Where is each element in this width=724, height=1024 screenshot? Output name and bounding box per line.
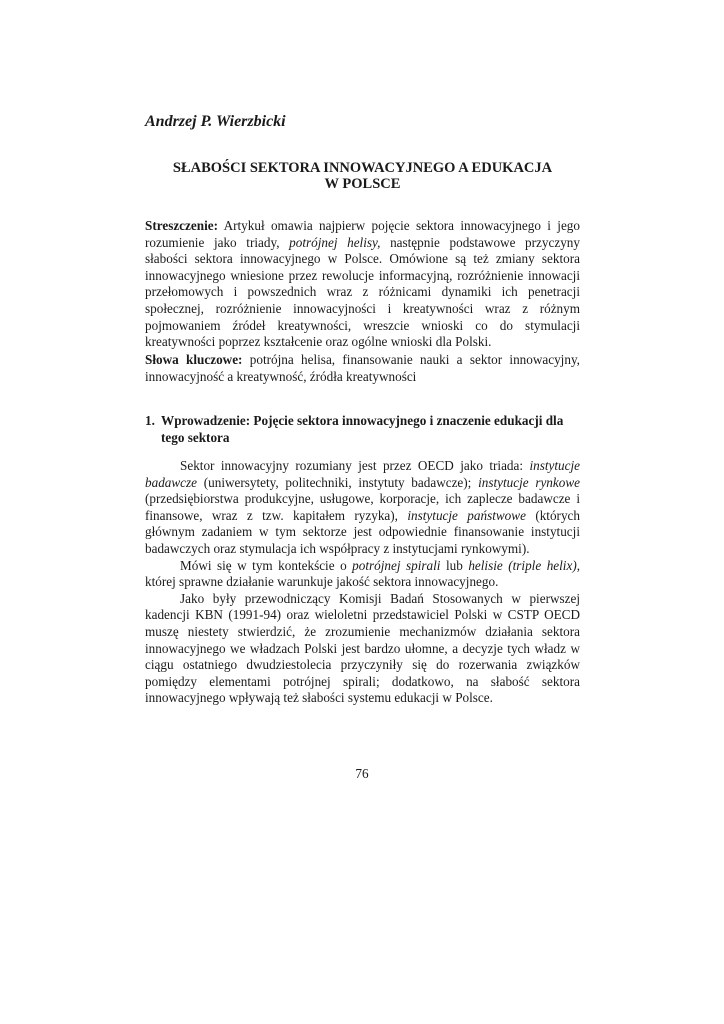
section-title: Wprowadzenie: Pojęcie sektora innowacyjnego i znaczenie edukacji dla tego sektora: [161, 413, 564, 445]
body-text: [145, 458, 580, 707]
p1-text-4: (których głównym zadaniem w tym sektorze jest odpowiednie finansowanie instytucji badawczych oraz stymulacja ich współpracy z instytucjami rynkowymi).: [145, 507, 580, 556]
p1-italic-3: instytucje państwowe: [407, 507, 526, 523]
p2-italic-2: helisie (triple helix): [468, 557, 577, 573]
p1-text-2: (uniwersytety, politechniki, instytuty badawcze);: [197, 474, 479, 490]
paper-title: [145, 160, 580, 192]
abstract-text-1: Artykuł omawia najpierw pojęcie sektora innowacyjnego i jego rozumienie jako triady,: [145, 218, 580, 250]
page-number: 76: [355, 766, 369, 781]
p2-text-3: , której sprawne działanie warunkuje jakość sektora innowacyjnego.: [145, 557, 581, 590]
keywords: [145, 352, 580, 385]
p3-text-1: Jako były przewodniczący Komisji Badań Stosowanych w pierwszej kadencji KBN (1991-94) oraz wieloletni przedstawiciel Polski w CSTP OECD muszę niestety stwierdzić, że zrozumienie mechanizmów działania sektora innowacyjnego we władzach Polski jest bardzo ułomne, a decyzje tych władz w ciągu ostatniego dwudziestolecia przyczyniły się do rozerwania związków pomiędzy elementami potrójnej spirali; dodatkowo, na słabość sektora innowacyjnego wpływają też słabości systemu edukacji w Polsce.: [145, 590, 580, 706]
abstract-italic: potrójnej helisy,: [289, 234, 381, 250]
author-name: Andrzej P. Wierzbicki: [145, 113, 286, 130]
p2-text-1: Mówi się w tym kontekście o: [180, 557, 353, 573]
p2-text-2: lub: [440, 557, 469, 573]
paragraph-3: [145, 591, 580, 707]
paragraph-1: [145, 458, 580, 558]
section-heading: [145, 413, 580, 446]
title-line-2: W POLSCE: [324, 176, 401, 192]
abstract-text-2: następnie podstawowe przyczyny słabości sektora innowacyjnego w Polsce. Omówione są też zmiany sektora innowacyjnego wniesione przez rewolucje informacyjną, rozróżnienie innowacji przełomowych i powszednich wraz z różnicami dynamiki ich penetracji społecznej, rozróżnienie innowacyjności i kreatywności wraz z różnym pojmowaniem źródeł kreatywności, wreszcie wnioski co do stymulacji kreatywności poprzez kształcenie oraz ogólne wnioski dla Polski.: [145, 234, 580, 350]
p1-text-1: Sektor innowacyjny rozumiany jest przez OECD jako triada:: [180, 458, 530, 473]
title-line-1: SŁABOŚCI SEKTORA INNOWACYJNEGO A EDUKACJA: [172, 160, 553, 176]
abstract: [145, 218, 580, 351]
keywords-text: potrójna helisa, finansowanie nauki a sektor innowacyjny, innowacyjność a kreatywność, źródła kreatywności: [145, 352, 580, 384]
section-number: 1.: [145, 413, 155, 428]
p2-italic-1: potrójnej spirali: [352, 557, 441, 573]
p1-italic-1: instytucje badawcze: [145, 458, 580, 490]
keywords-label: Słowa kluczowe:: [145, 352, 243, 367]
paragraph-2: [145, 558, 580, 591]
abstract-label: Streszczenie:: [145, 218, 218, 233]
p1-italic-2: instytucje rynkowe: [478, 474, 580, 490]
p1-text-3: (przedsiębiorstwa produkcyjne, usługowe, korporacje, ich zaplecze badawcze i finansowe, wraz z tzw. kapitałem ryzyka),: [145, 491, 580, 523]
